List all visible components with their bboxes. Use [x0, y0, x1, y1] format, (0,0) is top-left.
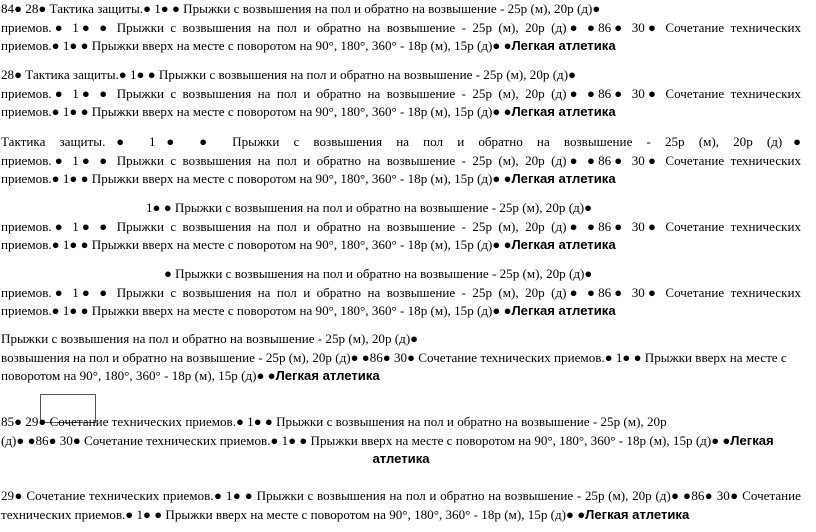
paragraph-8 — [0, 487, 801, 524]
paragraph-2-line-3-text: приемов.● 1● ● Прыжки вверх на месте с поворотом на 90°, 180°, 360° - 18р (м), 15р (д)● ● — [1, 104, 512, 120]
paragraph-3-line-3-text: приемов.● 1● ● Прыжки вверх на месте с поворотом на 90°, 180°, 360° - 18р (м), 15р (д)● ● — [1, 171, 512, 187]
paragraph-2-bold-heading: Легкая атлетика — [511, 104, 616, 120]
paragraph-7-line-2-text: (д)● ●86● 30● Сочетание технических приемов.● 1● ● Прыжки вверх на месте с поворотом на 90°, 180°, 360° - 18р (м), 15р (д)● ● — [1, 432, 731, 448]
paragraph-4-bold-heading: Легкая атлетика — [511, 237, 616, 253]
paragraph-5 — [0, 265, 801, 321]
paragraph-7-line-3 — [1, 450, 801, 469]
paragraph-7-line-1: 85● 29● Сочетание технических приемов.● 1● ● Прыжки с возвышения на пол и обратно на возвышение - 25р (м), 20р — [1, 414, 667, 429]
paragraph-8-line-2 — [1, 506, 801, 525]
paragraph-6-line-2: возвышения на пол и обратно на возвышение - 25р (м), 20р (д)● ●86● 30● Сочетание технических приемов.● 1● ● Прыжки вверх на месте с — [1, 349, 787, 365]
paragraph-3-line-2: приемов.● 1● ● Прыжки с возвышения на пол и обратно на возвышение - 25р (м), 20р (д)● ●86● 30● Сочетание технических — [1, 152, 801, 168]
paragraph-7-bold-heading-part-1: Легкая — [730, 432, 774, 448]
paragraph-3 — [0, 133, 801, 189]
paragraph-7 — [0, 413, 801, 469]
paragraph-4-line-3 — [1, 236, 801, 255]
paragraph-2-line-3 — [1, 103, 801, 122]
paragraph-6 — [0, 330, 801, 386]
paragraph-1-line-3 — [1, 37, 801, 56]
paragraph-2-line-1: 28● Тактика защиты.● 1● ● Прыжки с возвышения на пол и обратно на возвышение - 25р (м), 20р (д)● — [1, 67, 576, 82]
paragraph-5-line-3-text: приемов.● 1● ● Прыжки вверх на месте с поворотом на 90°, 180°, 360° - 18р (м), 15р (д)● ● — [1, 303, 512, 319]
paragraph-1 — [0, 0, 801, 56]
paragraph-5-line-1: ● Прыжки с возвышения на пол и обратно на возвышение - 25р (м), 20р (д)● — [164, 266, 593, 281]
paragraph-6-line-1: Прыжки с возвышения на пол и обратно на возвышение - 25р (м), 20р (д)● — [1, 331, 419, 346]
paragraph-4-line-3-text: приемов.● 1● ● Прыжки вверх на месте с поворотом на 90°, 180°, 360° - 18р (м), 15р (д)● ● — [1, 237, 512, 253]
paragraph-5-line-2: приемов.● 1● ● Прыжки с возвышения на пол и обратно на возвышение - 25р (м), 20р (д)● ●86● 30● Сочетание технических — [1, 284, 801, 300]
paragraph-7-bold-heading-part-2: атлетика — [372, 451, 430, 467]
paragraph-3-bold-heading: Легкая атлетика — [511, 171, 616, 187]
paragraph-1-bold-heading: Легкая атлетика — [511, 38, 616, 54]
paragraph-6-line-3-text: поворотом на 90°, 180°, 360° - 18р (м), 15р (д)● ● — [1, 368, 276, 384]
paragraph-6-line-3 — [1, 367, 801, 386]
paragraph-8-bold-heading: Легкая атлетика — [585, 506, 690, 522]
paragraph-8-line-2-text: технических приемов.● 1● ● Прыжки вверх на месте с поворотом на 90°, 180°, 360° - 18р (м), 15р (д)● ● — [1, 506, 586, 522]
paragraph-3-line-3 — [1, 170, 801, 189]
paragraph-4 — [0, 199, 801, 255]
paragraph-2 — [0, 66, 801, 122]
paragraph-5-line-3 — [1, 302, 801, 321]
paragraph-3-line-1: Тактика защиты.● 1● ● Прыжки с возвышения на пол и обратно на возвышение - 25р (м), 20р (д)● — [1, 134, 801, 149]
paragraph-6-bold-heading: Легкая атлетика — [275, 368, 380, 384]
paragraph-1-line-3-text: приемов.● 1● ● Прыжки вверх на месте с поворотом на 90°, 180°, 360° - 18р (м), 15р (д)● ● — [1, 38, 512, 54]
paragraph-8-line-1: 29● Сочетание технических приемов.● 1● ● Прыжки с возвышения на пол и обратно на возвышение - 25р (м), 20р (д)● ●86● 30● Сочетание — [1, 488, 801, 503]
paragraph-4-line-1: 1● ● Прыжки с возвышения на пол и обратно на возвышение - 25р (м), 20р (д)● — [146, 200, 593, 215]
paragraph-7-line-2 — [1, 432, 801, 451]
paragraph-5-bold-heading: Легкая атлетика — [511, 303, 616, 319]
paragraph-2-line-2: приемов.● 1● ● Прыжки с возвышения на пол и обратно на возвышение - 25р (м), 20р (д)● ●86● 30● Сочетание технических — [1, 85, 801, 101]
paragraph-1-line-2: приемов.● 1● ● Прыжки с возвышения на пол и обратно на возвышение - 25р (м), 20р (д)● ●86● 30● Сочетание технических — [1, 19, 801, 35]
paragraph-1-line-1: 84● 28● Тактика защиты.● 1● ● Прыжки с возвышения на пол и обратно на возвышение - 25р (м), 20р (д)● — [1, 1, 601, 16]
paragraph-4-line-2: приемов.● 1● ● Прыжки с возвышения на пол и обратно на возвышение - 25р (м), 20р (д)● ●86● 30● Сочетание технических — [1, 218, 801, 234]
